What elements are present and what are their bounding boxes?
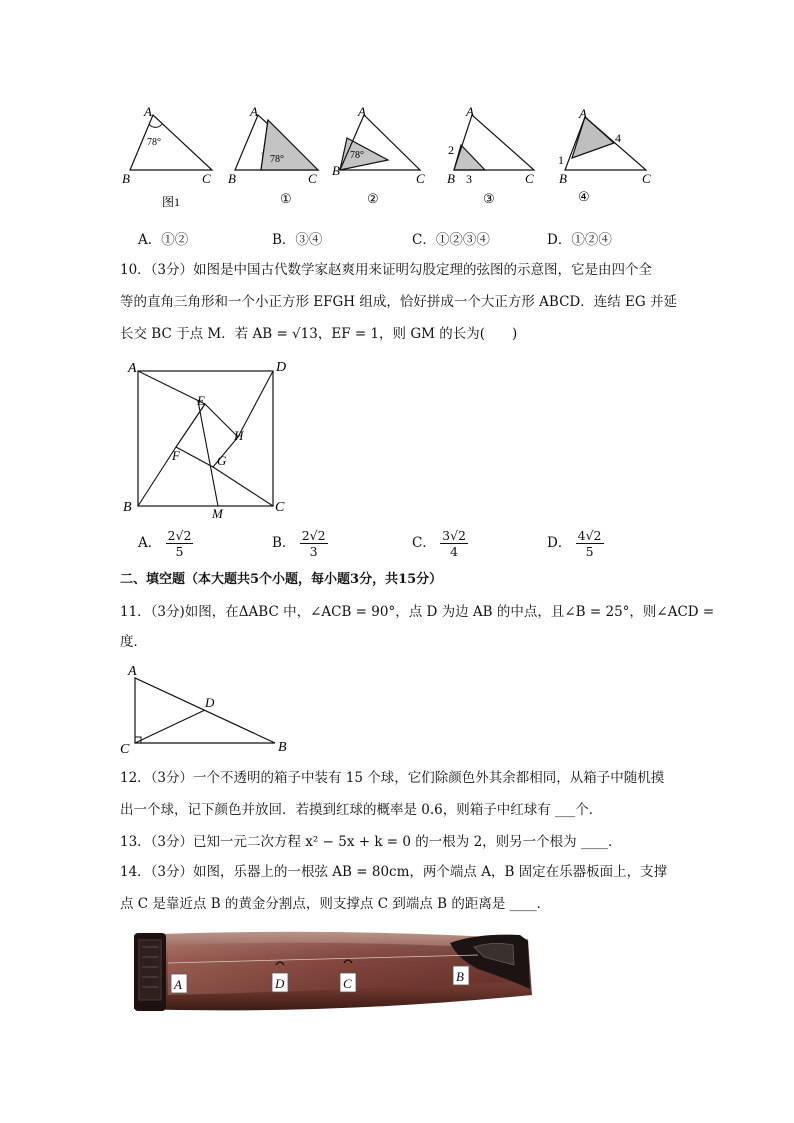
q9-choice-b[interactable]: B．③④ — [272, 232, 323, 248]
q14-guzheng-image — [128, 925, 540, 1015]
q10-choice-b[interactable] — [272, 528, 328, 559]
fig-opt4-label-b: B — [559, 171, 567, 186]
fig-opt3-seg2: 2 — [448, 143, 454, 157]
caption-opt2: ② — [367, 191, 379, 206]
q10-choice-d-letter: D． — [547, 535, 572, 551]
fig1-label-a: A — [144, 104, 152, 119]
q10-choice-c[interactable] — [412, 528, 468, 559]
q10-line-2: 等的直角三角形和一个小正方形 EFGH 组成，恰好拼成一个大正方形 ABCD．连结 EG 并延 — [120, 294, 677, 310]
fig-opt4-label-c: C — [642, 171, 651, 186]
q10-choice-c-num: 3√2 — [442, 528, 467, 543]
q10-label-a: A — [128, 361, 137, 376]
fig-opt1-label-a: A — [250, 104, 258, 119]
figure-option-1 — [228, 104, 318, 186]
q10-choice-b-den: 3 — [309, 544, 318, 559]
q10-choice-b-letter: B． — [272, 535, 296, 551]
q14-label-c: C — [343, 976, 352, 991]
caption-opt1: ① — [280, 191, 292, 206]
figure-option-4 — [558, 106, 651, 186]
q10-choice-a[interactable] — [138, 528, 193, 559]
q10-choice-a-letter: A． — [138, 535, 162, 551]
q9-choice-c[interactable]: C．①②③④ — [412, 232, 490, 248]
q10-label-b: B — [123, 500, 132, 515]
q10-label-c: C — [275, 500, 285, 515]
q10-choice-b-frac — [300, 528, 328, 559]
figure-row — [110, 100, 690, 210]
q10-choice-d-num: 4√2 — [577, 528, 602, 543]
q10-choice-a-num: 2√2 — [167, 528, 192, 543]
fig-opt4-seg4: 4 — [615, 131, 621, 145]
q10-label-d: D — [276, 360, 287, 375]
q14-label-b: B — [456, 969, 464, 984]
q10-choice-d-frac — [576, 528, 604, 559]
fig-opt2-label-c: C — [416, 171, 425, 186]
fig-opt1-label-c: C — [308, 171, 317, 186]
fig-opt2-label-a: A — [358, 104, 366, 119]
fig-opt3-seg3: 3 — [466, 172, 472, 186]
q11-line-2: 度． — [120, 634, 147, 650]
fig-opt4-label-a: A — [579, 106, 587, 121]
q10-choice-c-frac — [440, 528, 468, 559]
q14-label-a: A — [174, 977, 182, 992]
q12-line-1: 12．（3分）一个不透明的箱子中装有 15 个球，它们除颜色外其余都相同，从箱子中随机摸 — [120, 770, 665, 786]
q10-choice-d[interactable] — [547, 528, 604, 559]
q10-figure — [118, 355, 298, 525]
q10-choice-c-den: 4 — [450, 544, 459, 559]
fig-opt3-label-b: B — [447, 171, 455, 186]
fig1-label-b: B — [122, 171, 130, 186]
q11-figure — [115, 660, 305, 755]
fig-opt2-angle: 78° — [350, 150, 364, 161]
q12-line-2: 出一个球，记下颜色并放回．若摸到红球的概率是 0.6，则箱子中红球有 ___个． — [120, 802, 603, 818]
caption-fig1: 图1 — [162, 195, 181, 209]
caption-opt3: ③ — [483, 191, 495, 206]
fig1-label-c: C — [202, 171, 211, 186]
q14-label-d: D — [275, 976, 285, 991]
fig-opt1-label-b: B — [228, 171, 236, 186]
fig1-angle: 78° — [147, 137, 161, 148]
q11-label-b: B — [278, 740, 287, 755]
q14-line-1: 14．（3分）如图，乐器上的一根弦 AB = 80cm，两个端点 A，B 固定在乐器板面上，支撑 — [120, 864, 668, 880]
fig-opt3-label-a: A — [466, 104, 474, 119]
fig-opt3-label-c: C — [525, 171, 534, 186]
q9-choice-a[interactable]: A．①② — [138, 232, 189, 248]
q11-label-a: A — [128, 664, 137, 679]
q14-line-2: 点 C 是靠近点 B 的黄金分割点，则支撑点 C 到端点 B 的距离是 ____． — [120, 896, 551, 912]
section-2-heading: 二、填空题（本大题共5个小题，每小题3分，共15分） — [120, 572, 443, 587]
q9-choice-d[interactable]: D．①②④ — [547, 232, 612, 248]
figure-option-3 — [447, 104, 534, 186]
q10-choice-a-frac — [166, 528, 194, 559]
q11-line-1: 11．（3分)如图，在ΔABC 中，∠ACB = 90°，点 D 为边 AB 的中点，且∠B = 25°，则∠ACD = — [120, 604, 715, 620]
fig-opt2-label-b: B — [332, 163, 340, 178]
figure-option-2 — [332, 104, 425, 186]
q11-label-c: C — [120, 742, 130, 755]
q10-line-1: 10．（3分）如图是中国古代数学家赵爽用来证明勾股定理的弦图的示意图，它是由四个全 — [120, 262, 653, 278]
fig-opt1-angle: 78° — [270, 154, 284, 165]
q10-label-f: F — [172, 448, 180, 463]
q10-label-e: E — [197, 393, 205, 408]
q10-choice-a-den: 5 — [175, 544, 184, 559]
q10-choice-c-letter: C． — [412, 535, 436, 551]
caption-opt4: ④ — [578, 189, 590, 204]
q10-label-h: H — [234, 428, 244, 443]
q10-choice-b-num: 2√2 — [301, 528, 326, 543]
figure-1 — [122, 104, 212, 186]
q11-label-d: D — [205, 695, 215, 710]
q10-label-g: G — [217, 453, 227, 468]
q10-choice-d-den: 5 — [585, 544, 594, 559]
q10-label-m: M — [212, 506, 223, 521]
q13-line: 13．（3分）已知一元二次方程 x² − 5x + k = 0 的一根为 2，则另一个根为 ____． — [120, 834, 622, 850]
q10-line-3: 长交 BC 于点 M．若 AB = √13，EF = 1，则 GM 的长为( ) — [120, 326, 518, 342]
fig-opt4-seg1: 1 — [558, 153, 564, 167]
